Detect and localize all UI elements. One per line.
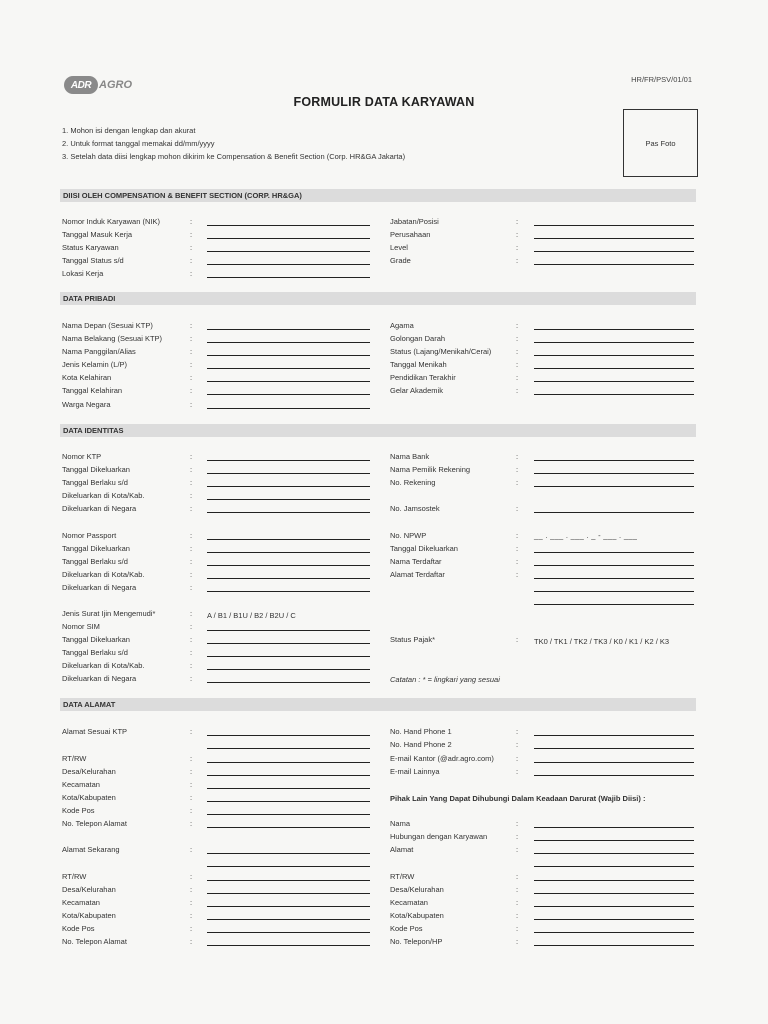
colon: : <box>190 570 193 579</box>
label-nama-bank: Nama Bank <box>390 452 430 461</box>
label-status-pajak: Status Pajak* <box>390 635 436 644</box>
input-line-tanggal-kelahiran[interactable] <box>207 394 370 395</box>
sim-options[interactable]: A / B1 / B1U / B2 / B2U / C <box>207 611 296 620</box>
label-no-npwp: No. NPWP <box>390 531 427 540</box>
input-line-nomor-sim[interactable] <box>207 643 370 644</box>
input-line-desa-kelurahan[interactable] <box>534 893 694 894</box>
label-nama-belakang-sesuai-ktp: Nama Belakang (Sesuai KTP) <box>62 334 163 343</box>
input-line-perusahaan[interactable] <box>534 238 694 239</box>
colon: : <box>190 661 193 670</box>
label-no-rekening: No. Rekening <box>390 478 436 487</box>
colon: : <box>516 635 519 644</box>
colon: : <box>190 400 193 409</box>
input-line-tanggal-dikeluarkan[interactable] <box>207 656 370 657</box>
label-kecamatan: Kecamatan <box>62 780 100 789</box>
label-dikeluarkan-di-kota-kab: Dikeluarkan di Kota/Kab. <box>62 491 145 500</box>
input-line-no-telepon-alamat[interactable] <box>207 827 370 828</box>
input-line-kode-pos[interactable] <box>534 932 694 933</box>
input-line-lokasi-kerja[interactable] <box>207 277 370 278</box>
photo-box[interactable] <box>623 109 698 177</box>
label-hubungan-dengan-karyawan: Hubungan dengan Karyawan <box>390 832 488 841</box>
input-line-status-karyawan[interactable] <box>207 251 370 252</box>
input-line-kota-kelahiran[interactable] <box>207 381 370 382</box>
input-line-kota-kabupaten[interactable] <box>534 919 694 920</box>
label-rt-rw: RT/RW <box>62 872 87 881</box>
colon: : <box>516 924 519 933</box>
colon: : <box>190 727 193 736</box>
label-dikeluarkan-di-kota-kab: Dikeluarkan di Kota/Kab. <box>62 570 145 579</box>
colon: : <box>516 872 519 881</box>
label-dikeluarkan-di-kota-kab: Dikeluarkan di Negara <box>62 674 137 683</box>
label-alamat: Alamat <box>390 845 414 854</box>
label-nama: Nama <box>390 819 411 828</box>
colon: : <box>190 806 193 815</box>
input-line-golongan-darah[interactable] <box>534 342 694 343</box>
input-line-kode-pos[interactable] <box>207 932 370 933</box>
label-no-hand-phone-1: No. Hand Phone 1 <box>390 727 452 736</box>
colon: : <box>190 478 193 487</box>
colon: : <box>190 898 193 907</box>
colon: : <box>516 321 519 330</box>
label-tanggal-dikeluarkan: Nama Terdaftar <box>390 557 442 566</box>
colon: : <box>516 465 519 474</box>
label-rt-rw: RT/RW <box>62 754 87 763</box>
label-no-telepon-alamat: No. Telepon Alamat <box>62 819 127 828</box>
input-line-dikeluarkan-di-kota-kab[interactable] <box>207 578 370 579</box>
label-golongan-darah: Golongan Darah <box>390 334 446 343</box>
colon: : <box>190 373 193 382</box>
input-line-jenis-kelamin-l-p[interactable] <box>207 368 370 369</box>
colon: : <box>516 845 519 854</box>
colon: : <box>516 386 519 395</box>
label-rt-rw: RT/RW <box>390 872 415 881</box>
input-line-pendidikan-terakhir[interactable] <box>534 381 694 382</box>
colon: : <box>516 898 519 907</box>
colon: : <box>516 373 519 382</box>
label-kode-pos: Kode Pos <box>390 924 423 933</box>
colon: : <box>190 386 193 395</box>
input-line-no-telepon-alamat[interactable] <box>207 945 370 946</box>
colon: : <box>190 230 193 239</box>
input-line-rt-rw[interactable] <box>534 880 694 881</box>
colon: : <box>190 256 193 265</box>
input-line-kota-kabupaten[interactable] <box>207 801 370 802</box>
colon: : <box>190 557 193 566</box>
colon: : <box>516 243 519 252</box>
colon: : <box>516 754 519 763</box>
label-desa-kelurahan: Desa/Kelurahan <box>62 885 116 894</box>
label-nomor-ktp: Nomor KTP <box>62 452 102 461</box>
instructions <box>62 124 405 163</box>
input-line-extra[interactable] <box>534 591 694 592</box>
label-kode-pos: Kode Pos <box>62 924 95 933</box>
colon: : <box>516 452 519 461</box>
input-line-nama-panggilan-alias[interactable] <box>207 355 370 356</box>
colon: : <box>516 557 519 566</box>
input-line-desa-kelurahan[interactable] <box>207 775 370 776</box>
colon: : <box>516 911 519 920</box>
emergency-contact-header: Pihak Lain Yang Dapat Dihubungi Dalam Keadaan Darurat (Wajib Diisi) : <box>390 794 646 803</box>
colon: : <box>190 911 193 920</box>
input-line-level[interactable] <box>534 251 694 252</box>
input-line-tanggal-masuk-kerja[interactable] <box>207 238 370 239</box>
label-kode-pos: Kode Pos <box>62 806 95 815</box>
label-tanggal-berlaku-s-d: Dikeluarkan di Kota/Kab. <box>62 661 145 670</box>
label-nama-panggilan-alias: Nama Panggilan/Alias <box>62 347 136 356</box>
label-level: Level <box>390 243 408 252</box>
colon: : <box>190 334 193 343</box>
input-line-grade[interactable] <box>534 264 694 265</box>
colon: : <box>190 452 193 461</box>
colon: : <box>516 531 519 540</box>
section-bar-compensation: DIISI OLEH COMPENSATION & BENEFIT SECTION (CORP. HR&GA) <box>60 189 696 202</box>
input-line-tanggal-status-s-d[interactable] <box>207 264 370 265</box>
document-code: HR/FR/PSV/01/01 <box>631 75 692 84</box>
input-line-kecamatan[interactable] <box>207 788 370 789</box>
label-kota-kelahiran: Kota Kelahiran <box>62 373 112 382</box>
input-line-alamat-sekarang[interactable] <box>207 853 370 854</box>
label-nomor-sim: Tanggal Dikeluarkan <box>62 635 130 644</box>
input-line-tanggal-berlaku-s-d[interactable] <box>207 565 370 566</box>
label-status-lajang-menikah-cerai: Status (Lajang/Menikah/Cerai) <box>390 347 492 356</box>
input-line-nama-terdaftar[interactable] <box>534 578 694 579</box>
input-line-dikeluarkan-di-negara[interactable] <box>207 591 370 592</box>
label-warga-negara: Warga Negara <box>62 400 111 409</box>
label-grade: Grade <box>390 256 411 265</box>
label-tanggal-dikeluarkan: Tanggal Dikeluarkan <box>62 544 130 553</box>
label-tanggal-kelahiran: Tanggal Kelahiran <box>62 386 123 395</box>
label-kota-kabupaten: Kota/Kabupaten <box>62 793 116 802</box>
input-line-tanggal-dikeluarkan[interactable] <box>534 565 694 566</box>
input-line-kecamatan[interactable] <box>207 906 370 907</box>
colon: : <box>190 780 193 789</box>
input-line-kecamatan[interactable] <box>534 906 694 907</box>
note-text: Catatan : * = lingkari yang sesuai <box>390 675 500 684</box>
colon: : <box>190 544 193 553</box>
colon: : <box>516 230 519 239</box>
label-e-mail-kantor-adr-agro-com: E-mail Kantor (@adr.agro.com) <box>390 754 494 763</box>
label-tanggal-status-s-d: Tanggal Status s/d <box>62 256 124 265</box>
colon: : <box>190 217 193 226</box>
colon: : <box>190 531 193 540</box>
label-jenis-surat-ijin-mengemudi: Nomor SIM <box>62 622 100 631</box>
label-nomor-passport: Nomor Passport <box>62 531 117 540</box>
label-nomor-induk-karyawan-nik: Nomor Induk Karyawan (NIK) <box>62 217 160 226</box>
colon: : <box>516 740 519 749</box>
label-kota-kabupaten: Kota/Kabupaten <box>62 911 116 920</box>
input-line-gelar-akademik[interactable] <box>534 394 694 395</box>
company-logo <box>64 76 132 94</box>
input-line-extra[interactable] <box>207 748 370 749</box>
colon: : <box>190 674 193 683</box>
input-line-no-hand-phone-2[interactable] <box>534 748 694 749</box>
input-line-tanggal-berlaku-s-d[interactable] <box>207 669 370 670</box>
label-no-jamsostek: No. Jamsostek <box>390 504 440 513</box>
input-line-status-lajang-menikah-cerai[interactable] <box>534 355 694 356</box>
label-kecamatan: Kecamatan <box>390 898 428 907</box>
label-desa-kelurahan: Desa/Kelurahan <box>62 767 116 776</box>
colon: : <box>190 622 193 631</box>
colon: : <box>516 937 519 946</box>
colon: : <box>190 465 193 474</box>
colon: : <box>190 243 193 252</box>
label-tanggal-berlaku-s-d: Tanggal Berlaku s/d <box>62 557 128 566</box>
input-line-tanggal-dikeluarkan[interactable] <box>207 473 370 474</box>
input-line-dikeluarkan-di-kota-kab[interactable] <box>207 682 370 683</box>
instruction-3: 3. Setelah data diisi lengkap mohon dikirim ke Compensation & Benefit Section (Corp. HR&GA Jakarta) <box>62 152 406 161</box>
input-line-dikeluarkan-di-kota-kab[interactable] <box>207 499 370 500</box>
colon: : <box>516 504 519 513</box>
label-tanggal-menikah: Tanggal Menikah <box>390 360 447 369</box>
input-line-no-hand-phone-1[interactable] <box>534 735 694 736</box>
colon: : <box>516 544 519 553</box>
label-agama: Agama <box>390 321 414 330</box>
input-line-nomor-passport[interactable] <box>207 539 370 540</box>
instruction-1: 1. Mohon isi dengan lengkap dan akurat <box>62 126 196 135</box>
section-bar-identity-data: DATA IDENTITAS <box>60 424 696 437</box>
label-tanggal-berlaku-s-d: Tanggal Berlaku s/d <box>62 478 128 487</box>
label-nama-terdaftar: Alamat Terdaftar <box>390 570 445 579</box>
colon: : <box>190 321 193 330</box>
colon: : <box>516 478 519 487</box>
label-pendidikan-terakhir: Pendidikan Terakhir <box>390 373 456 382</box>
colon: : <box>190 648 193 657</box>
input-line-agama[interactable] <box>534 329 694 330</box>
label-no-hand-phone-2: No. Hand Phone 2 <box>390 740 452 749</box>
colon: : <box>190 583 193 592</box>
colon: : <box>190 491 193 500</box>
instruction-2: 2. Untuk format tanggal memakai dd/mm/yyyy <box>62 139 215 148</box>
colon: : <box>190 885 193 894</box>
input-line-kota-kabupaten[interactable] <box>207 919 370 920</box>
colon: : <box>190 754 193 763</box>
colon: : <box>516 570 519 579</box>
input-line-extra[interactable] <box>534 866 694 867</box>
input-line-warga-negara[interactable] <box>207 408 370 409</box>
input-line-nomor-ktp[interactable] <box>207 460 370 461</box>
input-line-alamat-sesuai-ktp[interactable] <box>207 735 370 736</box>
input-line-nama-belakang-sesuai-ktp[interactable] <box>207 342 370 343</box>
colon: : <box>516 727 519 736</box>
colon: : <box>190 504 193 513</box>
colon: : <box>516 347 519 356</box>
npwp-mask[interactable]: __ . ___ . ___ . _ - ___ . ___ <box>534 531 638 540</box>
colon: : <box>190 924 193 933</box>
label-tanggal-dikeluarkan: Tanggal Berlaku s/d <box>62 648 128 657</box>
label-jenis-kelamin-l-p: Jenis Kelamin (L/P) <box>62 360 128 369</box>
input-line-no-npwp[interactable] <box>534 552 694 553</box>
tax-options[interactable]: TK0 / TK1 / TK2 / TK3 / K0 / K1 / K2 / K3 <box>534 637 670 646</box>
colon: : <box>516 885 519 894</box>
input-line-alamat[interactable] <box>534 853 694 854</box>
logo-mark: ADR <box>64 76 98 94</box>
label-gelar-akademik: Gelar Akademik <box>390 386 443 395</box>
colon: : <box>190 819 193 828</box>
label-no-telepon-alamat: No. Telepon Alamat <box>62 937 127 946</box>
input-line-tanggal-dikeluarkan[interactable] <box>207 552 370 553</box>
colon: : <box>190 635 193 644</box>
colon: : <box>516 217 519 226</box>
section-bar-address-data: DATA ALAMAT <box>60 698 696 711</box>
input-line-no-rekening[interactable] <box>534 486 694 487</box>
colon: : <box>516 256 519 265</box>
colon: : <box>190 347 193 356</box>
label-nama-depan-sesuai-ktp: Nama Depan (Sesuai KTP) <box>62 321 153 330</box>
colon: : <box>516 334 519 343</box>
logo-text: AGRO <box>99 79 132 91</box>
colon: : <box>190 360 193 369</box>
label-dikeluarkan-di-negara: Dikeluarkan di Negara <box>62 583 137 592</box>
label-jenis-surat-ijin-mengemudi: Jenis Surat Ijin Mengemudi* <box>62 609 156 618</box>
colon: : <box>516 819 519 828</box>
input-line-nama-pemilik-rekening[interactable] <box>534 473 694 474</box>
colon: : <box>190 872 193 881</box>
colon: : <box>190 609 193 618</box>
input-line-jabatan-posisi[interactable] <box>534 225 694 226</box>
input-line-nomor-induk-karyawan-nik[interactable] <box>207 225 370 226</box>
label-lokasi-kerja: Lokasi Kerja <box>62 269 104 278</box>
colon: : <box>190 767 193 776</box>
label-no-npwp: Tanggal Dikeluarkan <box>390 544 458 553</box>
colon: : <box>516 360 519 369</box>
label-jabatan-posisi: Jabatan/Posisi <box>390 217 439 226</box>
input-line-e-mail-kantor-adr-agro-com[interactable] <box>534 762 694 763</box>
input-line-jenis-surat-ijin-mengemudi[interactable] <box>207 630 370 631</box>
input-line-e-mail-lainnya[interactable] <box>534 775 694 776</box>
colon: : <box>516 832 519 841</box>
form-title: FORMULIR DATA KARYAWAN <box>293 95 475 109</box>
label-nama-pemilik-rekening: Nama Pemilik Rekening <box>390 465 471 474</box>
label-tanggal-masuk-kerja: Tanggal Masuk Kerja <box>62 230 133 239</box>
input-line-extra[interactable] <box>207 866 370 867</box>
label-kota-kabupaten: Kota/Kabupaten <box>390 911 444 920</box>
colon: : <box>516 767 519 776</box>
colon: : <box>190 937 193 946</box>
label-alamat-sesuai-ktp: Alamat Sesuai KTP <box>62 727 128 736</box>
label-no-telepon-hp: No. Telepon/HP <box>390 937 443 946</box>
label-status-karyawan: Status Karyawan <box>62 243 119 252</box>
input-line-desa-kelurahan[interactable] <box>207 893 370 894</box>
input-line-rt-rw[interactable] <box>207 762 370 763</box>
colon: : <box>190 269 193 278</box>
input-line-nama[interactable] <box>534 827 694 828</box>
label-kecamatan: Kecamatan <box>62 898 100 907</box>
section-bar-personal-data: DATA PRIBADI <box>60 292 696 305</box>
input-line-nama-depan-sesuai-ktp[interactable] <box>207 329 370 330</box>
input-line-kode-pos[interactable] <box>207 814 370 815</box>
input-line-rt-rw[interactable] <box>207 880 370 881</box>
label-dikeluarkan-di-negara: Dikeluarkan di Negara <box>62 504 137 513</box>
photo-label: Pas Foto <box>645 138 676 148</box>
input-line-extra[interactable] <box>534 604 694 605</box>
input-line-dikeluarkan-di-negara[interactable] <box>207 512 370 513</box>
input-line-no-jamsostek[interactable] <box>534 512 694 513</box>
label-perusahaan: Perusahaan <box>390 230 431 239</box>
label-desa-kelurahan: Desa/Kelurahan <box>390 885 444 894</box>
input-line-no-telepon-hp[interactable] <box>534 945 694 946</box>
label-alamat-sekarang: Alamat Sekarang <box>62 845 120 854</box>
colon: : <box>190 793 193 802</box>
input-line-nama-bank[interactable] <box>534 460 694 461</box>
input-line-tanggal-berlaku-s-d[interactable] <box>207 486 370 487</box>
input-line-tanggal-menikah[interactable] <box>534 368 694 369</box>
label-e-mail-lainnya: E-mail Lainnya <box>390 767 440 776</box>
colon: : <box>190 845 193 854</box>
label-tanggal-dikeluarkan: Tanggal Dikeluarkan <box>62 465 130 474</box>
input-line-hubungan-dengan-karyawan[interactable] <box>534 840 694 841</box>
